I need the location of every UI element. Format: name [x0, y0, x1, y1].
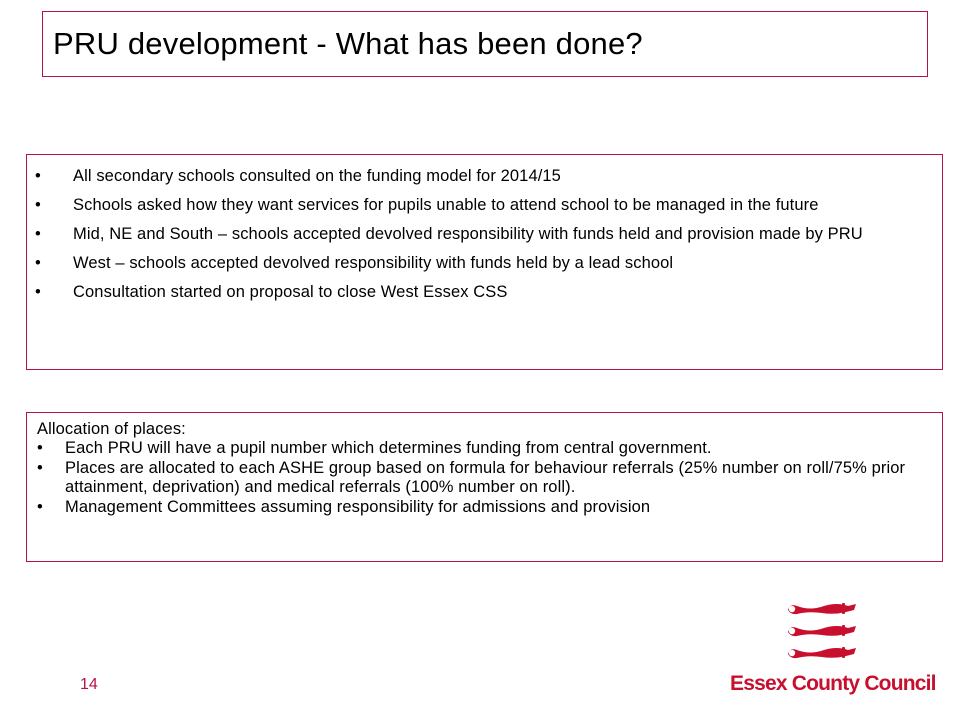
bullet-icon: • — [35, 254, 41, 272]
allocation-heading: Allocation of places: — [37, 420, 186, 438]
list-item-text: West – schools accepted devolved responsibility with funds held by a lead school — [73, 254, 674, 272]
list-item-text: Schools asked how they want services for pupils unable to attend school to be managed in the future — [73, 196, 819, 214]
bullet-icon: • — [35, 283, 41, 301]
list-item-text: Mid, NE and South – schools accepted devolved responsibility with funds held and provision made by PRU — [73, 225, 863, 243]
summary-box — [26, 154, 943, 370]
list-item — [37, 439, 930, 459]
list-item-text: Management Committees assuming responsibility for admissions and provision — [65, 497, 651, 516]
list-item-text: Each PRU will have a pupil number which determines funding from central government. — [65, 439, 712, 457]
list-item — [35, 165, 930, 187]
bullet-icon: • — [37, 497, 43, 516]
list-item — [35, 252, 930, 274]
bullet-icon: • — [35, 167, 41, 185]
bullet-icon: • — [37, 458, 43, 477]
bullet-icon: • — [37, 439, 43, 457]
list-item-text: Consultation started on proposal to close West Essex CSS — [73, 283, 508, 301]
list-item — [35, 281, 930, 303]
essex-county-council-logo — [730, 600, 936, 705]
logo-text: Essex County Council — [730, 672, 936, 695]
bullet-icon: • — [35, 196, 41, 214]
title-box — [42, 11, 928, 77]
list-item-text: All secondary schools consulted on the funding model for 2014/15 — [73, 167, 561, 185]
list-item-text: Places are allocated to each ASHE group based on formula for behaviour referrals (25% number on roll/75% prior attainment, deprivation) and medical referrals (100% number on roll). — [65, 458, 906, 496]
list-item — [35, 194, 930, 216]
allocation-list — [27, 439, 942, 517]
three-seaxes-icon — [782, 600, 862, 670]
list-item — [37, 459, 930, 498]
page-number: 14 — [80, 676, 98, 693]
list-item — [37, 498, 930, 518]
allocation-box — [26, 412, 943, 562]
summary-list — [27, 155, 942, 303]
bullet-icon: • — [35, 225, 41, 243]
list-item — [35, 223, 930, 245]
page-title: PRU development - What has been done? — [53, 26, 643, 61]
